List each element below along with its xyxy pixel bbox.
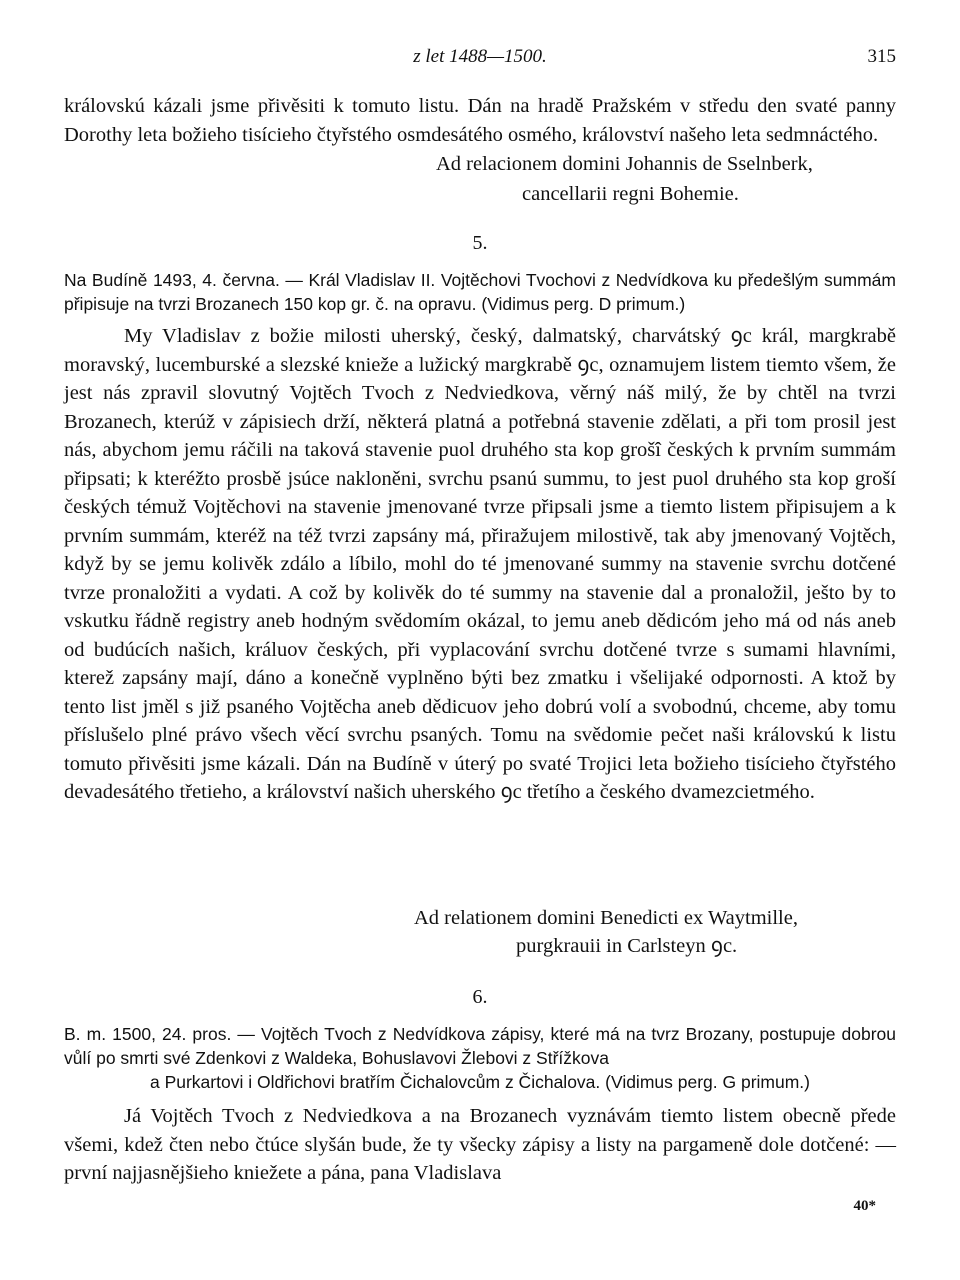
relatio-line-2: purgkrauii in Carlsteyn ꝯc.	[516, 935, 738, 957]
regest-5-block	[64, 268, 896, 316]
relatio-line: Ad relationem domini Benedicti ex Waytmille,	[414, 907, 798, 929]
running-head	[0, 46, 960, 72]
continued-text-block	[64, 92, 896, 149]
continued-paragraph: královskú kázali jsme přivěsiti k tomuto listu. Dán na hradě Pražském v středu den svaté panny Dorothy leta božieho tisícieho čtyřstého osmdesátého osmého, království našeho leta sedmnáctého.	[64, 95, 896, 146]
relacio-line-2: cancellarii regni Bohemie.	[522, 183, 739, 205]
regest-6-block	[64, 1022, 896, 1094]
regest-6-part-1: B. m. 1500, 24. pros. — Vojtěch Tvoch z Nedvídkova zápisy, které má na tvrz Brozany, postupuje dobrou vůlí po smrti své Zdenkovi z Waldeka, Bohuslavovi Žlebovi z Střížkova	[64, 1024, 896, 1068]
document-number-6: 6.	[472, 986, 488, 1008]
document-number-5: 5.	[472, 232, 488, 254]
document-6-paragraph: Já Vojtěch Tvoch z Nedviedkova a na Brozanech vyznávám tiemto listem obecně přede všemi, kdež čten nebo čtúce slyšán bude, že ty všecky zápisy a listy na pargameně dole dotčené: — první najjasnějšieho kniežete a pána, pana Vladislava	[64, 1105, 896, 1184]
document-6-text-block	[64, 1102, 896, 1188]
relacio-line: Ad relacionem domini Johannis de Sselnberk,	[436, 153, 813, 175]
regest-6-part-2: a Purkartovi i Oldřichovi bratřím Čichalovcům z Čichalova. (Vidimus perg. G primum.)	[149, 1072, 810, 1092]
page-number: 315	[867, 46, 896, 67]
running-title: z let 1488—1500.	[413, 46, 547, 67]
document-5-paragraph: My Vladislav z božie milosti uherský, český, dalmatský, charvátský ꝯc král, margkrabě moravský, lucemburské a slezské knieže a lužický margkrabě ꝯc, oznamujem listem tiemto všem, že jest nás zpravil slovutný Vojtěch Tvoch z Nedviedkova, věrný náš milý, že by chtěl na tvrzi Brozanech, kterúž v zápisiech drží, některá platná a potřebná stavenie zdělati, a při tom prosil jest nás, abychom jemu ráčili na taková stavenie puol druhého sta kop grošî českých k prvním summám připsati; k kteréžto prosbě jsúce nakloněni, svrchu psanú summu, to jest puol druhého sta kop groší českých témuž Vojtěchovi na stavenie jmenované tvrze připsali jsme a tiemto listem připisujem a k prvním summám, kteréž na též tvrzi zapsány má, přiražujem milostivě, tak aby jmenovaný Vojtěch, když by se jemu kolivěk zdálo a líbilo, mohl do té jmenované summy na stavenie svrchu dotčené tvrze pronaložiti a vydati. A což by kolivěk do té summy na stavenie dal a pronaložil, ješto by to vskutku řádně registry aneb hodným svědomím okázal, to jemu aneb dědicóm jeho má od nás aneb od budúcích našich, králuov českých, při vyplacování svrchu dotčené tvrze s sumami hlavními, kterež zapsány mají, dáno a konečně vyplněno býti bez zmatku i všelijaké odpornosti. A ktož by tento list jměl s již psaného Vojtěcha aneb dědicuov jeho dobrú volí a svobodnú, chceme, aby tomu příslušelo plné právo všech věcí svrchu psaných. Tomu na svědomie pečet naši královskú k listu tomuto přivěsiti jsme kázali. Dán na Budíně v úterý po svaté Trojici leta božieho tisícieho čtyřstého devadesátého třetieho, a království našich uherského ꝯc třetího a českého dvamezcietmého.	[64, 325, 896, 803]
document-5-text-block	[64, 322, 896, 807]
regest-5: Na Budíně 1493, 4. června. — Král Vladislav II. Vojtěchovi Tvochovi z Nedvídkova ku předešlým summám připisuje na tvrzi Brozanech 150 kop gr. č. na opravu. (Vidimus perg. D primum.)	[64, 270, 896, 314]
signature-mark: 40*	[853, 1198, 876, 1214]
